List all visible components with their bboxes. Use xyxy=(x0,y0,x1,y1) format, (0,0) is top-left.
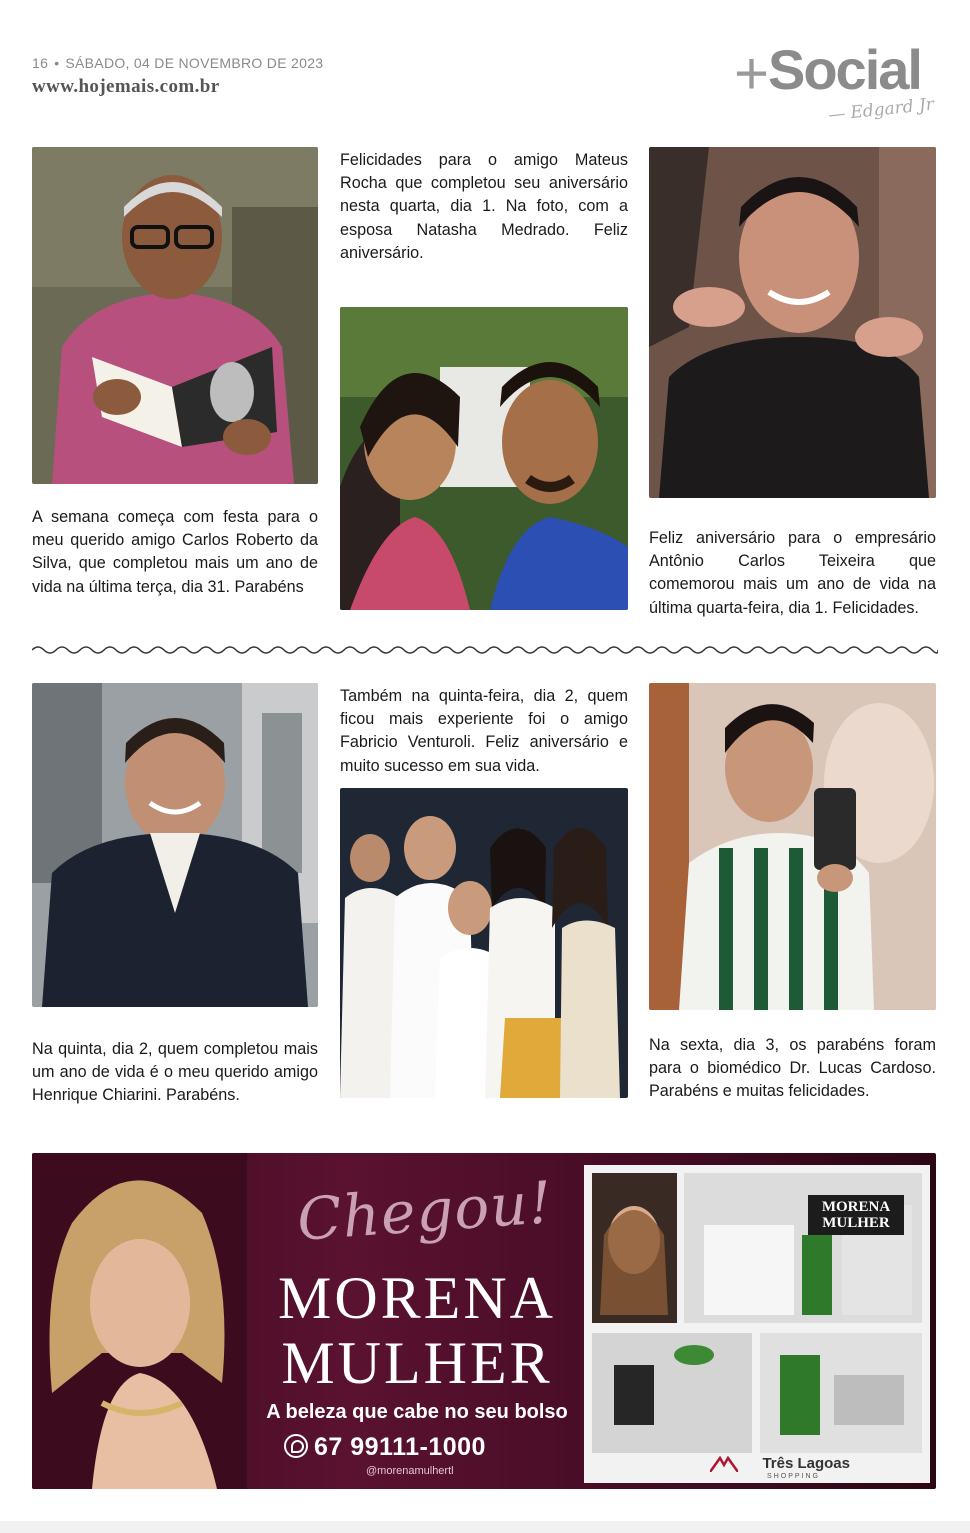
ad-mall-sub: SHOPPING xyxy=(767,1473,820,1480)
ad-phone-number: 67 99111-1000 xyxy=(314,1433,486,1461)
ad-logo-line1: MORENA xyxy=(821,1199,891,1215)
page-number: 16 xyxy=(32,55,49,71)
ad-slogan: A beleza que cabe no seu bolso xyxy=(266,1401,568,1423)
whatsapp-icon xyxy=(284,1434,308,1458)
ad-model-image xyxy=(32,1153,247,1489)
photo-mateus-rocha xyxy=(340,307,628,610)
ad-phone[interactable] xyxy=(284,1433,486,1462)
caption-carlos-roberto: A semana começa com festa para o meu querido amigo Carlos Roberto da Silva, que completou mais um ano de vida na última terça, dia 31. Parabéns xyxy=(32,508,318,596)
ad-logo-line2: MULHER xyxy=(822,1215,890,1231)
mall-logo-icon xyxy=(710,1456,738,1472)
page-meta xyxy=(32,55,323,71)
photo-antonio-carlos xyxy=(649,147,936,498)
caption-lucas-cardoso: Na sexta, dia 3, os parabéns foram para o biomédico Dr. Lucas Cardoso. Parabéns e muitas felicidades. xyxy=(649,1036,936,1101)
morena-mulher-ad[interactable] xyxy=(32,1153,936,1489)
separator-dot: • xyxy=(54,55,60,71)
column-logo xyxy=(734,38,934,138)
logo-word: Social xyxy=(768,38,921,101)
caption-antonio-carlos: Feliz aniversário para o empresário Antônio Carlos Teixeira que comemorou mais um ano de vida na última quarta-feira, dia 1. Felicidades. xyxy=(649,529,936,617)
page-bottom-edge xyxy=(0,1521,970,1533)
ad-brand-line1: MORENA xyxy=(277,1265,556,1331)
photo-fabricio-venturoli xyxy=(340,788,628,1098)
wave-divider xyxy=(32,642,938,658)
caption-fabricio-venturoli: Também na quinta-feira, dia 2, quem ficou mais experiente foi o amigo Fabricio Venturoli. Feliz aniversário e muito sucesso em sua vida. xyxy=(340,687,628,775)
logo-plus: + xyxy=(734,40,770,107)
caption-henrique-chiarini: Na quinta, dia 2, quem completou mais um ano de vida é o meu querido amigo Henrique Chiarini. Parabéns. xyxy=(32,1040,318,1105)
ad-brand-line2: MULHER xyxy=(281,1330,553,1396)
ad-store-logo xyxy=(808,1195,904,1235)
photo-carlos-roberto xyxy=(32,147,318,484)
site-url[interactable]: www.hojemais.com.br xyxy=(32,76,220,97)
photo-henrique-chiarini xyxy=(32,683,318,1007)
ad-headline: Chegou! xyxy=(294,1168,555,1254)
edition-date: SÁBADO, 04 DE NOVEMBRO DE 2023 xyxy=(65,55,324,71)
logo-signature: — Edgard Jr xyxy=(827,94,935,126)
ad-mall-name: Três Lagoas xyxy=(762,1455,850,1472)
ad-instagram-handle[interactable]: @morenamulhertl xyxy=(366,1465,454,1477)
ad-salon-collage xyxy=(584,1165,930,1483)
caption-mateus-rocha: Felicidades para o amigo Mateus Rocha que completou seu aniversário nesta quarta, dia 1. Na foto, com a esposa Natasha Medrado. Feliz aniversário. xyxy=(340,151,628,262)
photo-lucas-cardoso xyxy=(649,683,936,1010)
